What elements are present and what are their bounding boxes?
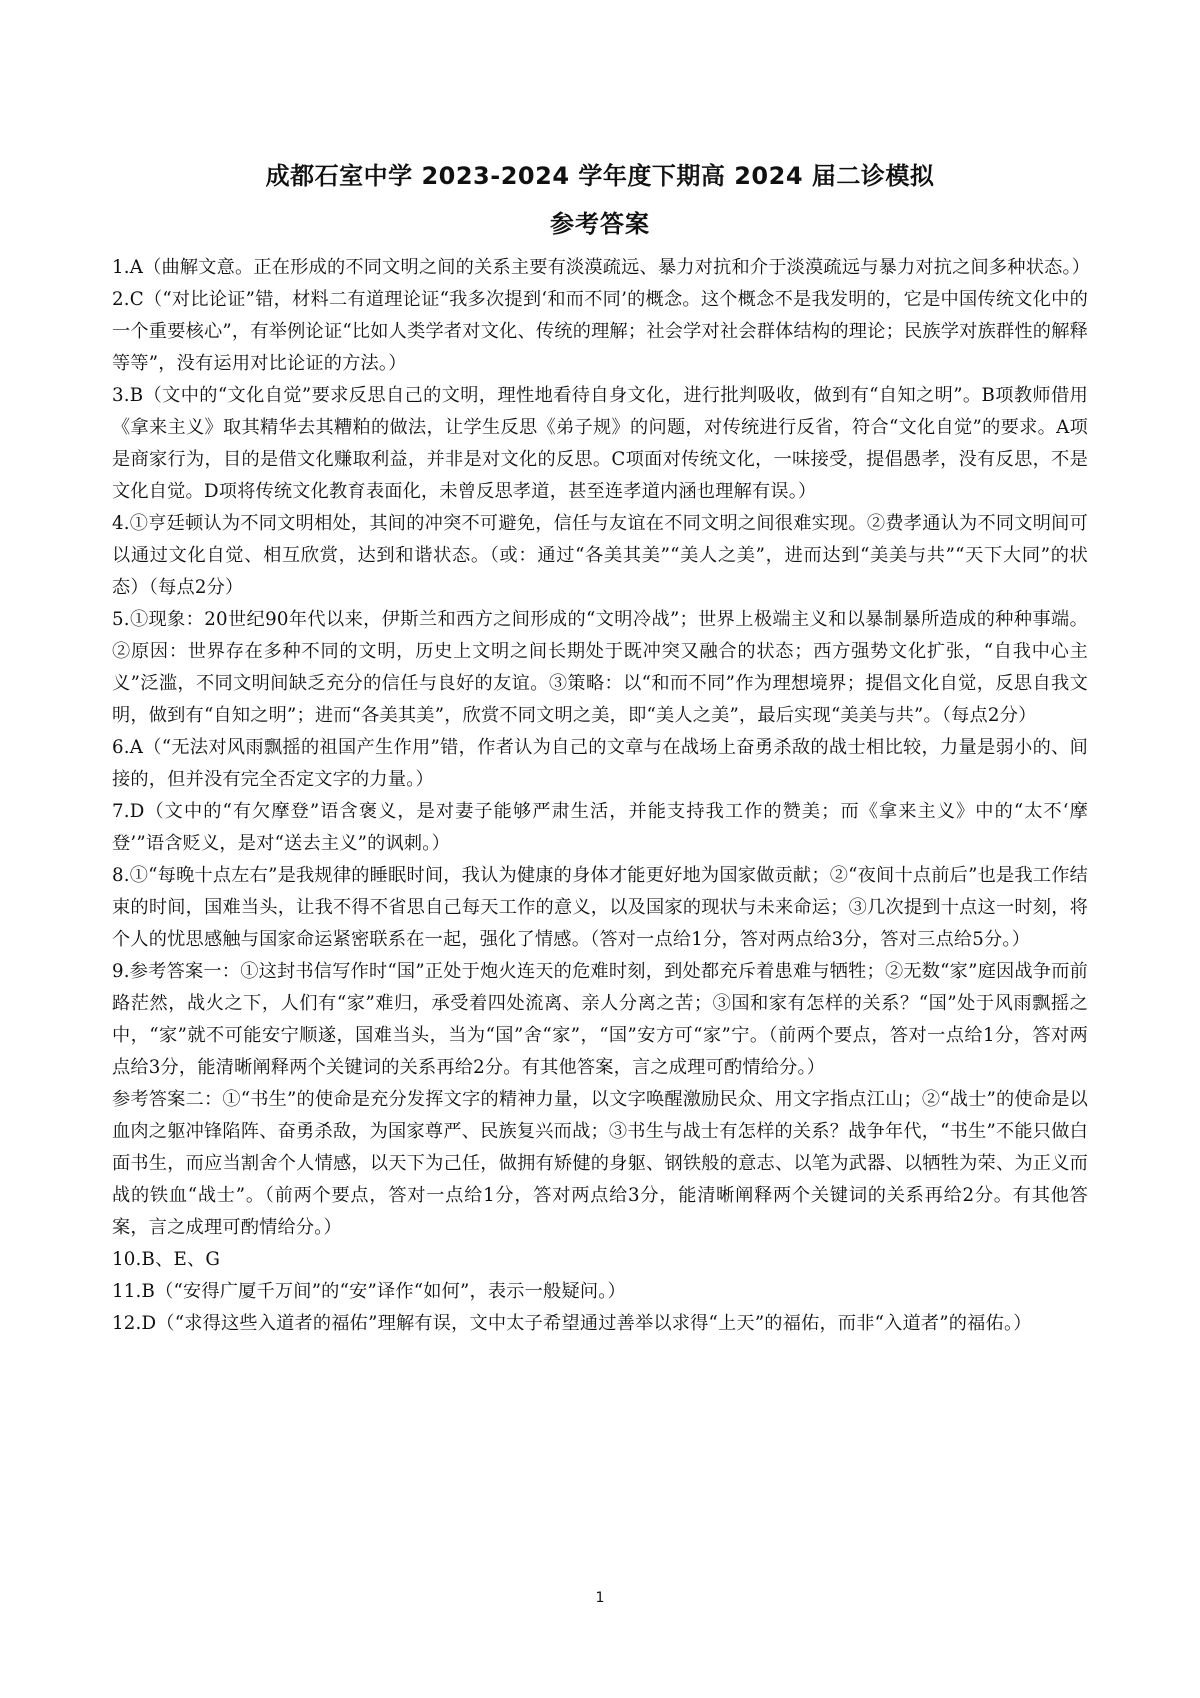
answer-9-option-2: 参考答案二：①“书生”的使命是充分发挥文字的精神力量，以文字唤醒激励民众、用文字指点江山；②“战士”的使命是以血肉之躯冲锋陷阵、奋勇杀敌，为国家尊严、民族复兴而战；③书生与战士有怎样的关系？战争年代，“书生”不能只做白面书生，而应当割舍个人情感，以天下为己任，做拥有矫健的身躯、钢铁般的意志、以笔为武器、以牺牲为荣、为正义而战的铁血“战士”。（前两个要点，答对一点给1分，答对两点给3分，能清晰阐释两个关键词的关系再给2分。有其他答案，言之成理可酌情给分。） — [112, 1089, 1088, 1238]
answer-9-option-1: 9.参考答案一：①这封书信写作时“国”正处于炮火连天的危难时刻，到处都充斥着患难与牺牲；②无数“家”庭因战争而前路茫然，战火之下，人们有“家”难归，承受着四处流离、亲人分离之苦；③国和家有怎样的关系？“国”处于风雨飘摇之中，“家”就不可能安宁顺遂，国难当头，当为“国”舍“家”，“国”安方可“家”宁。（前两个要点，答对一点给1分，答对两点给3分，能清晰阐释两个关键词的关系再给2分。有其他答案，言之成理可酌情给分。） — [112, 961, 1088, 1078]
answer-4: 4.①亨廷顿认为不同文明相处，其间的冲突不可避免，信任与友谊在不同文明之间很难实现。②费孝通认为不同文明间可以通过文化自觉、相互欣赏，达到和谐状态。（或：通过“各美其美”“美人之美”，进而达到“美美与共”“天下大同”的状态）（每点2分） — [112, 513, 1088, 598]
answer-1: 1.A（曲解文意。正在形成的不同文明之间的关系主要有淡漠疏远、暴力对抗和介于淡漠疏远与暴力对抗之间多种状态。） — [112, 257, 1091, 278]
answer-11: 11.B（“安得广厦千万间”的“安”译作“如何”，表示一般疑问。） — [112, 1281, 626, 1302]
answer-12: 12.D（“求得这些入道者的福佑”理解有误，文中太子希望通过善举以求得“上天”的福佑，而非“入道者”的福佑。） — [112, 1313, 1032, 1334]
answer-3: 3.B（文中的“文化自觉”要求反思自己的文明，理性地看待自身文化，进行批判吸收，做到有“自知之明”。B项教师借用《拿来主义》取其精华去其糟粕的做法，让学生反思《弟子规》的问题，对传统进行反省，符合“文化自觉”的要求。A项是商家行为，目的是借文化赚取利益，并非是对文化的反思。C项面对传统文化，一味接受，提倡愚孝，没有反思，不是文化自觉。D项将传统文化教育表面化，未曾反思孝道，甚至连孝道内涵也理解有误。） — [112, 385, 1088, 502]
answer-2: 2.C（“对比论证”错，材料二有道理论证“我多次提到‘和而不同’的概念。这个概念不是我发明的，它是中国传统文化中的一个重要核心”，有举例论证“比如人类学者对文化、传统的理解；社会学对社会群体结构的理论；民族学对族群性的解释等等”，没有运用对比论证的方法。） — [112, 289, 1088, 374]
answer-5: 5.①现象：20世纪90年代以来，伊斯兰和西方之间形成的“文明冷战”；世界上极端主义和以暴制暴所造成的种种事端。②原因：世界存在多种不同的文明，历史上文明之间长期处于既冲突又融合的状态；西方强势文化扩张，“自我中心主义”泛滥，不同文明间缺乏充分的信任与良好的友谊。③策略：以“和而不同”作为理想境界；提倡文化自觉，反思自我文明，做到有“自知之明”；进而“各美其美”，欣赏不同文明之美，即“美人之美”，最后实现“美美与共”。（每点2分） — [112, 609, 1088, 726]
document-title: 成都石室中学 2023-2024 学年度下期高 2024 届二诊模拟 — [265, 162, 935, 190]
answer-7: 7.D（文中的“有欠摩登”语含褒义，是对妻子能够严肃生活，并能支持我工作的赞美；而《拿来主义》中的“太不‘摩登’”语含贬义，是对“送去主义”的讽刺。） — [112, 801, 1088, 854]
document-subtitle: 参考答案 — [550, 210, 650, 238]
answer-6: 6.A（“无法对风雨飘摇的祖国产生作用”错，作者认为自己的文章与在战场上奋勇杀敌的战士相比较，力量是弱小的、间接的，但并没有完全否定文字的力量。） — [112, 737, 1088, 790]
answer-8: 8.①“每晚十点左右”是我规律的睡眠时间，我认为健康的身体才能更好地为国家做贡献；②“夜间十点前后”也是我工作结束的时间，国难当头，让我不得不省思自己每天工作的意义，以及国家的现状与未来命运；③几次提到十点这一时刻，将个人的忧思感触与国家命运紧密联系在一起，强化了情感。（答对一点给1分，答对两点给3分，答对三点给5分。） — [112, 865, 1088, 950]
answer-list — [112, 252, 1091, 1340]
page-number: 1 — [595, 1590, 605, 1606]
answer-10: 10.B、E、G — [112, 1249, 221, 1270]
